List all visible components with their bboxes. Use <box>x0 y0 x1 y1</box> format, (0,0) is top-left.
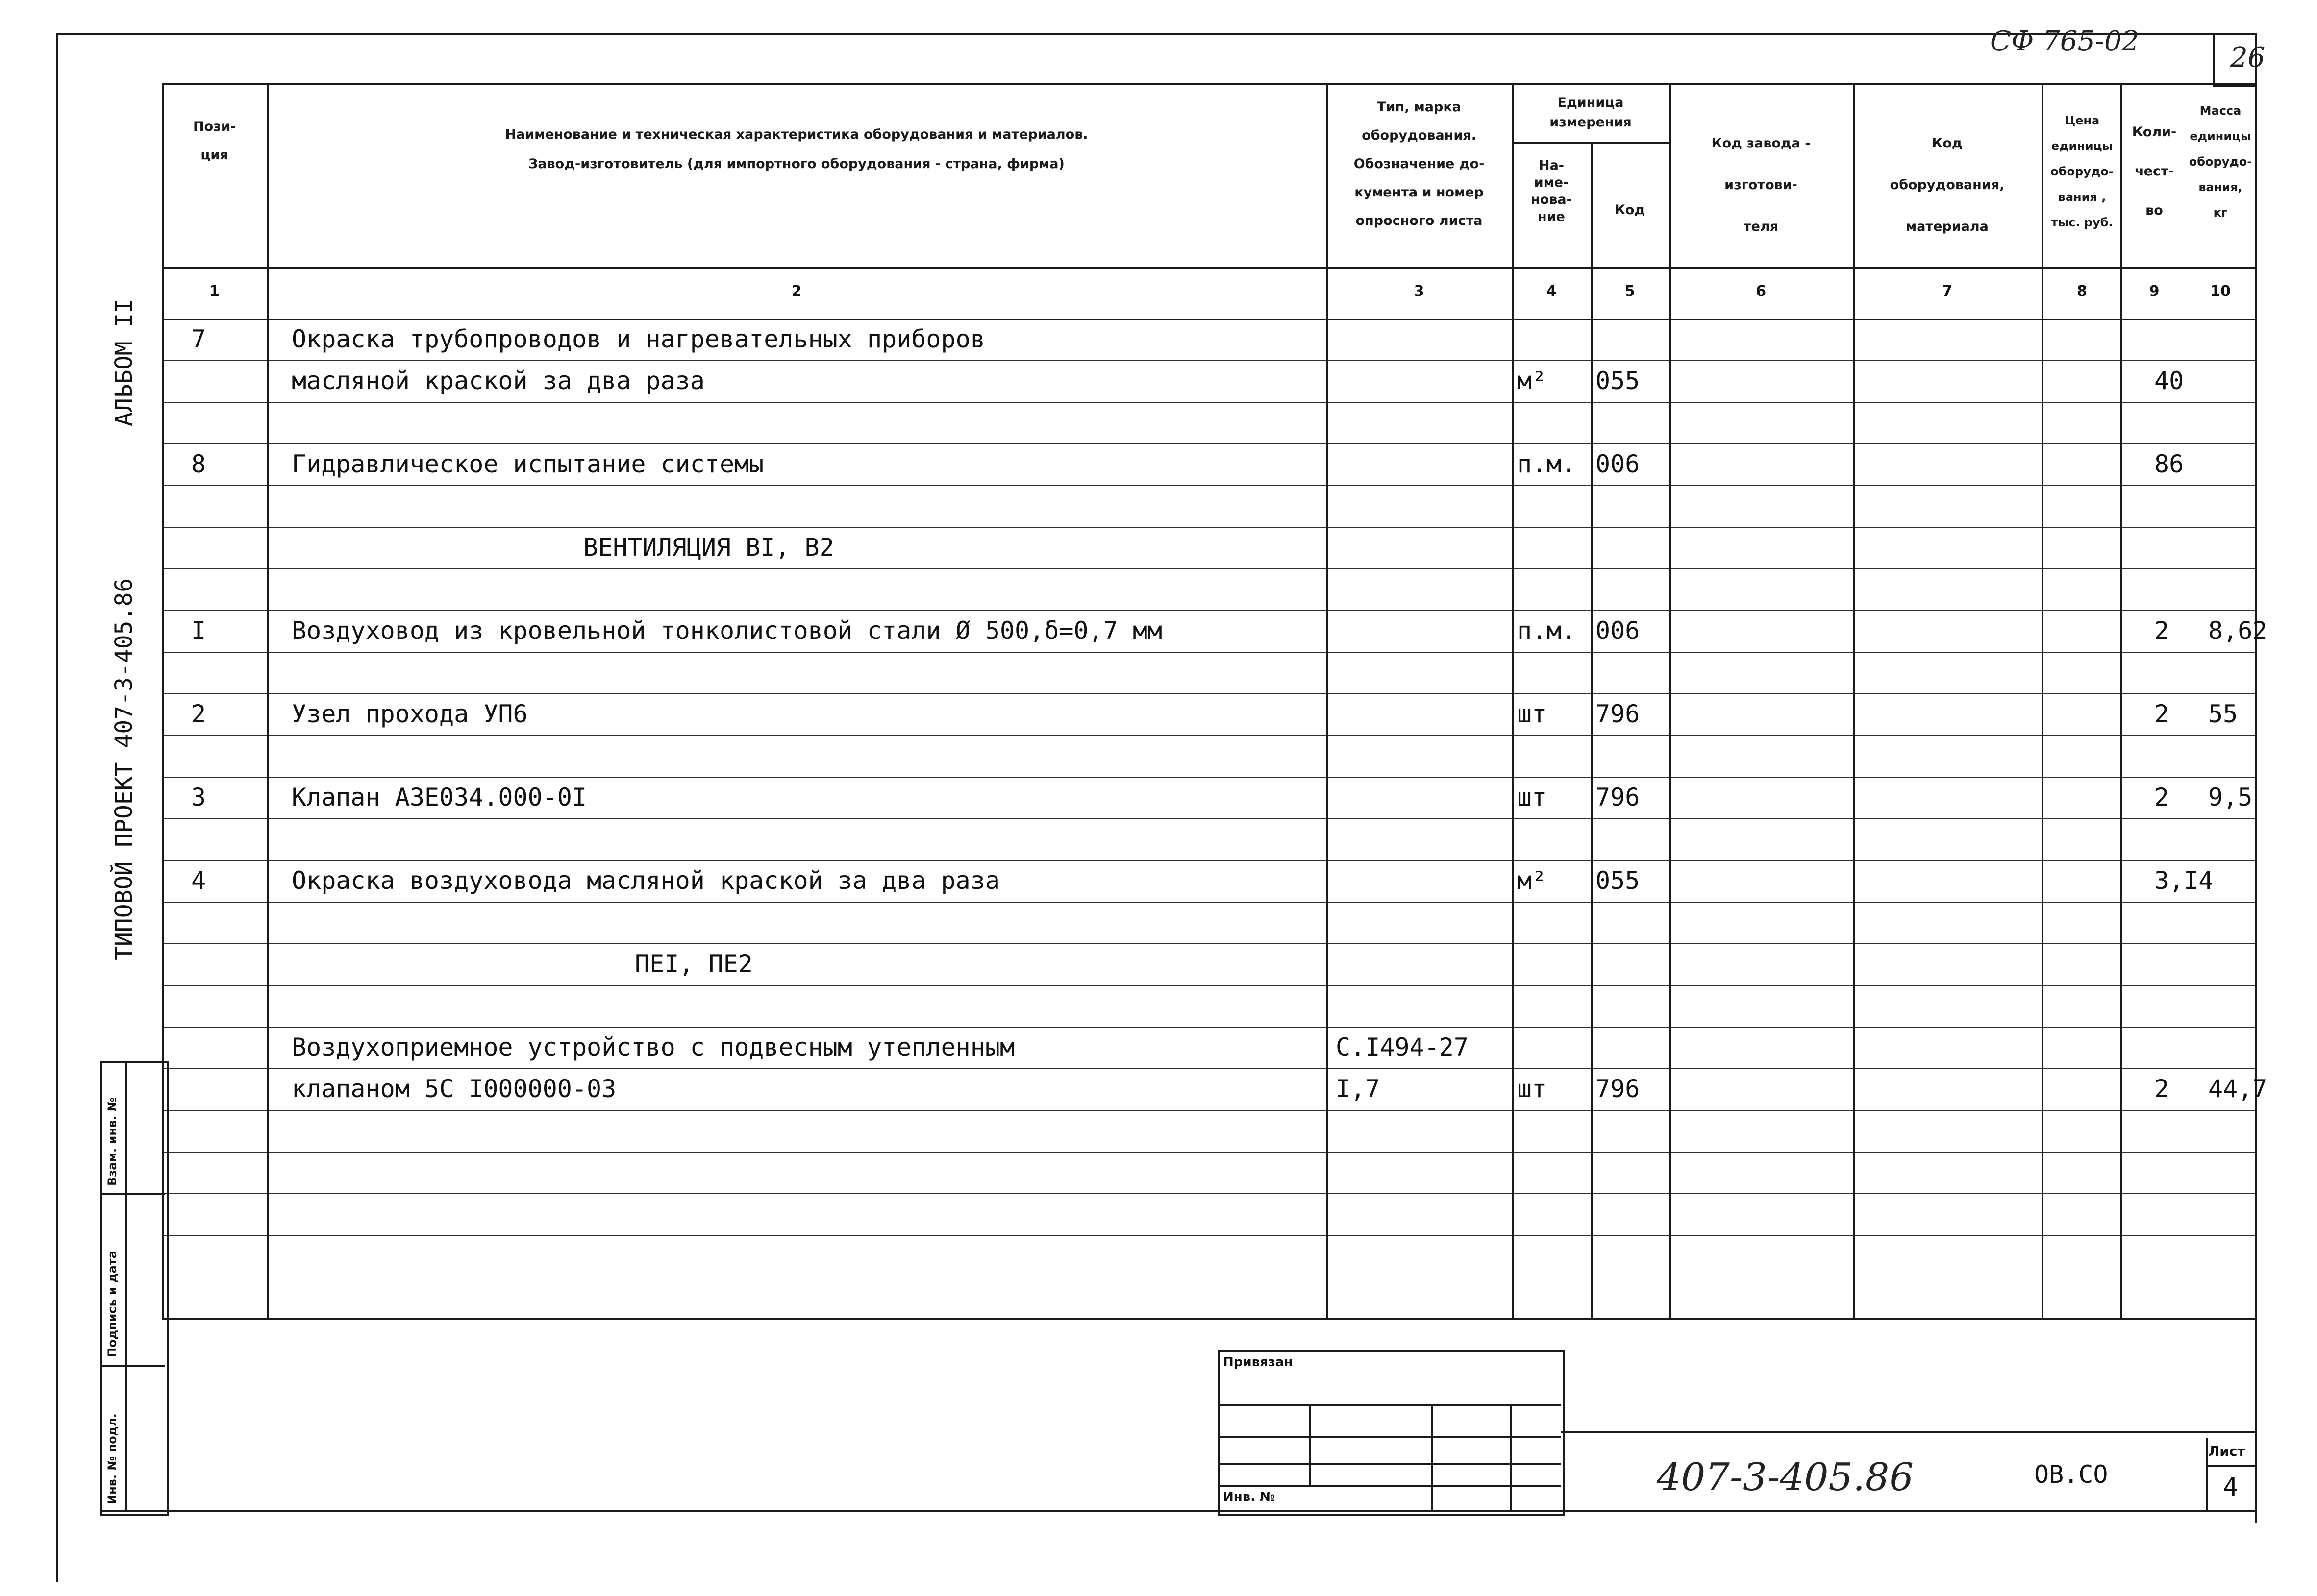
header-bottom-line <box>162 267 2255 269</box>
side-box-inv-podl: Инв. № подл. <box>105 1413 119 1504</box>
cell-pos: 2 <box>191 700 206 728</box>
column-number-row-line <box>162 319 2255 320</box>
header-factory-line-1: Код завода - <box>1711 136 1811 151</box>
table-vline-6 <box>1853 83 1855 1318</box>
header-unit-line-1: Единица <box>1557 95 1624 110</box>
cell-pos: 4 <box>191 866 206 895</box>
page-number: 26 <box>2230 42 2266 74</box>
cell-qty: 2 <box>2154 1075 2169 1103</box>
column-number-3: 3 <box>1414 283 1424 300</box>
table-row-line-9 <box>162 693 2255 694</box>
sheet-number: 4 <box>2223 1473 2239 1502</box>
section-title-ventilation: ВЕНТИЛЯЦИЯ ВI, В2 <box>583 533 834 562</box>
cell-qty: 2 <box>2154 616 2169 645</box>
cell-unit: шт <box>1517 700 1547 728</box>
header-mass-line-2: единицы <box>2190 129 2251 143</box>
header-unit-name-line-3: нова- <box>1531 192 1572 207</box>
header-type-line-1: Тип, марка <box>1377 99 1461 115</box>
table-row-line-18 <box>162 1068 2255 1069</box>
column-number-5: 5 <box>1624 283 1635 300</box>
cell-name: Воздуховод из кровельной тонколистовой стали Ø 500,δ=0,7 мм <box>292 616 1163 645</box>
table-row-line-15 <box>162 943 2255 944</box>
header-price-line-5: тыс. руб. <box>2051 216 2113 229</box>
column-number-9: 9 <box>2149 283 2160 300</box>
specification-table <box>162 83 2267 1426</box>
header-price <box>2042 108 2122 235</box>
table-vline-2 <box>1326 83 1328 1318</box>
cell-code: 796 <box>1595 1075 1640 1103</box>
cell-pos: 7 <box>191 325 206 353</box>
table-top-line <box>162 83 2255 85</box>
cell-type: С.I494-27 <box>1336 1033 1469 1061</box>
header-factory-line-3: теля <box>1743 219 1779 234</box>
column-number-6: 6 <box>1756 283 1766 300</box>
table-row-line-5 <box>162 527 2255 528</box>
table-vline-price <box>2042 83 2043 1318</box>
cell-unit: м² <box>1517 866 1547 895</box>
header-quantity-text <box>2122 113 2186 230</box>
table-row-line-13 <box>162 860 2255 861</box>
header-price-line-4: вания , <box>2058 190 2106 204</box>
table-row-line-14 <box>162 902 2255 903</box>
header-price-line-1: Цена <box>2064 114 2100 127</box>
header-unit-name-line-1: На- <box>1538 158 1565 173</box>
doc-mark: ОВ.СО <box>2034 1460 2108 1489</box>
cell-qty: 3,I4 <box>2154 866 2214 895</box>
header-name-line-1: Наименование и техническая характеристика оборудования и материалов. <box>505 127 1088 142</box>
header-unit-name-line-2: име- <box>1534 175 1569 190</box>
titleblock-top-line <box>1561 1431 2255 1433</box>
cell-unit: шт <box>1517 1075 1547 1103</box>
header-equipment-line-3: материала <box>1906 219 1989 234</box>
table-row-line-10 <box>162 735 2255 736</box>
cell-mass: 9,5 <box>2208 783 2253 811</box>
table-vline-0 <box>162 83 164 1318</box>
header-name <box>267 113 1326 172</box>
side-box-vzam-inv: Взам. инв. № <box>105 1097 119 1186</box>
table-row-line-1 <box>162 360 2255 361</box>
top-annotation: СФ 765-02 <box>1990 25 2140 57</box>
cell-name: масляной краской за два раза <box>292 367 705 395</box>
header-unit-group <box>1512 93 1669 132</box>
table-row-line-22 <box>162 1235 2255 1236</box>
project-label: ТИПОВОЙ ПРОЕКТ 407-3-405.86 <box>110 578 138 960</box>
header-equipment-code <box>1853 123 2042 247</box>
side-stamp-divider <box>125 1061 127 1512</box>
privyazan-vline-2 <box>1431 1404 1433 1512</box>
section-title-pe: ПЕI, ПЕ2 <box>635 950 753 978</box>
cell-pos: I <box>191 616 206 645</box>
header-mass-line-3: оборудо- <box>2189 155 2252 169</box>
header-unit-name <box>1512 157 1591 225</box>
header-factory-line-2: изготови- <box>1724 177 1797 193</box>
header-price-line-3: оборудо- <box>2050 165 2114 178</box>
header-quantity-line-3: во <box>2145 203 2163 218</box>
cell-name: Узел прохода УП6 <box>292 700 528 728</box>
column-number-1: 1 <box>209 283 220 300</box>
header-equipment-line-1: Код <box>1932 136 1963 151</box>
table-row-line-8 <box>162 652 2255 653</box>
header-quantity-line-1: Коли- <box>2132 124 2177 140</box>
cell-qty: 86 <box>2154 450 2184 478</box>
privyazan-vline-3 <box>1510 1404 1512 1512</box>
cell-code: 055 <box>1595 367 1640 395</box>
table-row-line-3 <box>162 443 2255 444</box>
table-row-line-21 <box>162 1193 2255 1194</box>
table-row-line-19 <box>162 1110 2255 1111</box>
column-number-8: 8 <box>2077 283 2087 300</box>
cell-code: 055 <box>1595 866 1640 895</box>
table-row-line-11 <box>162 777 2255 778</box>
header-quantity-line-2: чест- <box>2135 164 2174 179</box>
cell-unit: шт <box>1517 783 1547 811</box>
table-row-line-20 <box>162 1152 2255 1153</box>
header-position-line-1: Пози- <box>193 119 236 134</box>
cell-name: Воздухоприемное устройство с подвесным утепленным <box>292 1033 1015 1061</box>
cell-code: 796 <box>1595 700 1640 728</box>
privyazan-vline-1 <box>1309 1404 1311 1485</box>
table-vline-4 <box>1591 142 1593 1318</box>
header-mass-line-5: кг <box>2213 206 2228 220</box>
header-type-line-3: Обозначение до- <box>1353 156 1485 172</box>
header-price-line-2: единицы <box>2051 139 2113 153</box>
table-row-line-2 <box>162 402 2255 403</box>
header-mass <box>2186 98 2255 225</box>
table-row-line-4 <box>162 485 2255 486</box>
sheet-label: Лист <box>2208 1443 2245 1459</box>
column-number-10: 10 <box>2210 283 2231 300</box>
header-position-line-2: ция <box>200 147 228 163</box>
cell-pos: 3 <box>191 783 206 811</box>
header-unit-name-line-4: ние <box>1538 209 1565 224</box>
header-mass-line-1: Масса <box>2199 104 2242 118</box>
cell-qty: 2 <box>2154 783 2169 811</box>
header-name-line-2: Завод-изготовитель (для импортного оборудования - страна, фирма) <box>528 156 1065 172</box>
cell-name: Окраска трубопроводов и нагревательных приборов <box>292 325 985 353</box>
cell-type: I,7 <box>1336 1075 1380 1103</box>
table-row-line-17 <box>162 1027 2255 1028</box>
side-stamp-hline-2 <box>100 1365 165 1367</box>
cell-name: Клапан А3Е034.000-0I <box>292 783 587 811</box>
cell-qty: 40 <box>2154 367 2184 395</box>
header-unit-code: Код <box>1614 202 1645 218</box>
frame-bottom-line <box>162 1510 2257 1512</box>
column-number-7: 7 <box>1942 283 1952 300</box>
cell-code: 796 <box>1595 783 1640 811</box>
header-type-line-5: опросного листа <box>1355 213 1483 228</box>
cell-mass: 44,7 <box>2208 1075 2267 1103</box>
table-vline-5 <box>1669 83 1671 1318</box>
header-type-line-2: оборудования. <box>1362 128 1476 143</box>
titleblock-bottom-left <box>100 1510 164 1512</box>
table-row-line-7 <box>162 610 2255 611</box>
column-number-4: 4 <box>1546 283 1557 300</box>
cell-mass: 8,62 <box>2208 616 2267 645</box>
cell-name: Окраска воздуховода масляной краской за два раза <box>292 866 1000 895</box>
header-equipment-line-2: оборудования, <box>1890 177 2005 193</box>
table-vline-3 <box>1512 83 1514 1318</box>
header-factory-code <box>1669 123 1853 247</box>
cell-mass: 55 <box>2208 700 2238 728</box>
header-type-line-4: кумента и номер <box>1354 185 1484 200</box>
frame-top-line <box>56 33 2257 35</box>
side-box-signature-date: Подпись и дата <box>105 1251 119 1357</box>
side-stamp-hline-1 <box>100 1193 165 1195</box>
table-row-line-16 <box>162 985 2255 986</box>
header-type <box>1326 93 1512 235</box>
table-vline-1 <box>267 83 269 1318</box>
inv-number-label: Инв. № <box>1223 1490 1275 1504</box>
cell-code: 006 <box>1595 616 1640 645</box>
cell-code: 006 <box>1595 450 1640 478</box>
frame-left-line <box>56 33 58 1582</box>
header-mass-line-4: вания, <box>2198 180 2242 194</box>
cell-unit: п.м. <box>1517 450 1576 478</box>
table-row-line-24 <box>162 1318 2255 1319</box>
album-label: АЛЬБОМ II <box>110 298 138 426</box>
cell-pos: 8 <box>191 450 206 478</box>
header-position <box>162 113 267 170</box>
cell-unit: п.м. <box>1517 616 1576 645</box>
table-row-line-6 <box>162 568 2255 569</box>
privyazan-label: Привязан <box>1223 1355 1293 1370</box>
column-number-2: 2 <box>791 283 802 300</box>
cell-qty: 2 <box>2154 700 2169 728</box>
cell-name: Гидравлическое испытание системы <box>292 450 764 478</box>
table-row-line-12 <box>162 818 2255 819</box>
table-vline-8 <box>2120 83 2122 1318</box>
project-code: 407-3-405.86 <box>1657 1455 1914 1499</box>
table-vline-9 <box>2255 83 2257 1318</box>
cell-unit: м² <box>1517 367 1547 395</box>
sheet-box-divider <box>2206 1465 2255 1467</box>
header-unit-line-2: измерения <box>1549 115 1632 130</box>
cell-name: клапаном 5С I000000-03 <box>292 1075 617 1103</box>
